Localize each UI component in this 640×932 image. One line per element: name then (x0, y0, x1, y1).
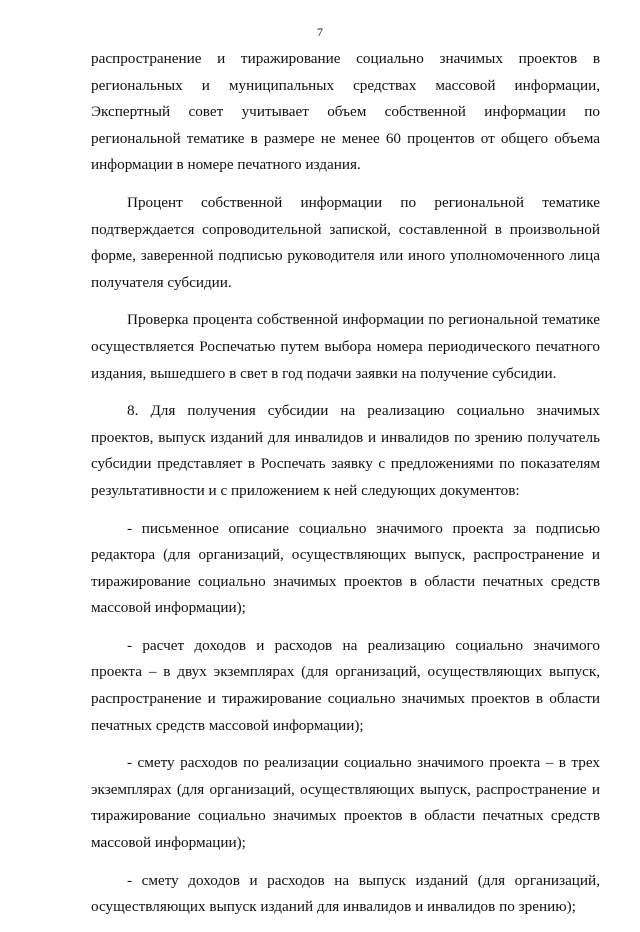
paragraph-percent-confirmation: Процент собственной информации по региональной тематике подтверждается сопроводительной запиской, составленной в произвольной форме, заверенной подписью руководителя или иного уполномоченного лица получателя субсидии. (91, 193, 600, 291)
document-body (91, 46, 600, 932)
paragraph-clause-8: 8. Для получения субсидии на реализацию социально значимых проектов, выпуск изданий для инвалидов и инвалидов по зрению получатель субсидии представляет в Роспечать заявку с предложениями по показателям результативности и с приложением к ней следующих документов: (91, 402, 600, 499)
list-item-project-description: - письменное описание социально значимого проекта за подписью редактора (для организаций, осуществляющих выпуск, распространение и тиражирование социально значимых проектов в области печатных средств массовой информации); (91, 519, 600, 617)
paragraph-percent-check: Проверка процента собственной информации по региональной тематике осуществляется Роспечатью путем выбора номера периодического печатного издания, вышедшего в свет в год подачи заявки на получение субсидии. (91, 311, 600, 382)
page-number: 7 (317, 25, 323, 39)
list-item-expense-estimate: - смету расходов по реализации социально значимого проекта – в трех экземплярах (для организаций, осуществляющих выпуск, распространение и тиражирование социально значимых проектов в области печатных средств массовой информации); (91, 754, 600, 852)
list-item-income-expense-calculation: - расчет доходов и расходов на реализацию социально значимого проекта – в двух экземплярах (для организаций, осуществляющих выпуск, распространение и тиражирование социально значимых проектов в области печатных средств массовой информации); (91, 636, 600, 734)
paragraph-continuation: распространение и тиражирование социально значимых проектов в региональных и муниципальных средствах массовой информации, Экспертный совет учитывает объем собственной информации по региональной тематике в размере не менее 60 процентов от общего объема информации в номере печатного издания. (91, 50, 600, 174)
list-item-publication-budget: - смету доходов и расходов на выпуск изданий (для организаций, осуществляющих выпуск изданий для инвалидов и инвалидов по зрению); (91, 871, 600, 916)
